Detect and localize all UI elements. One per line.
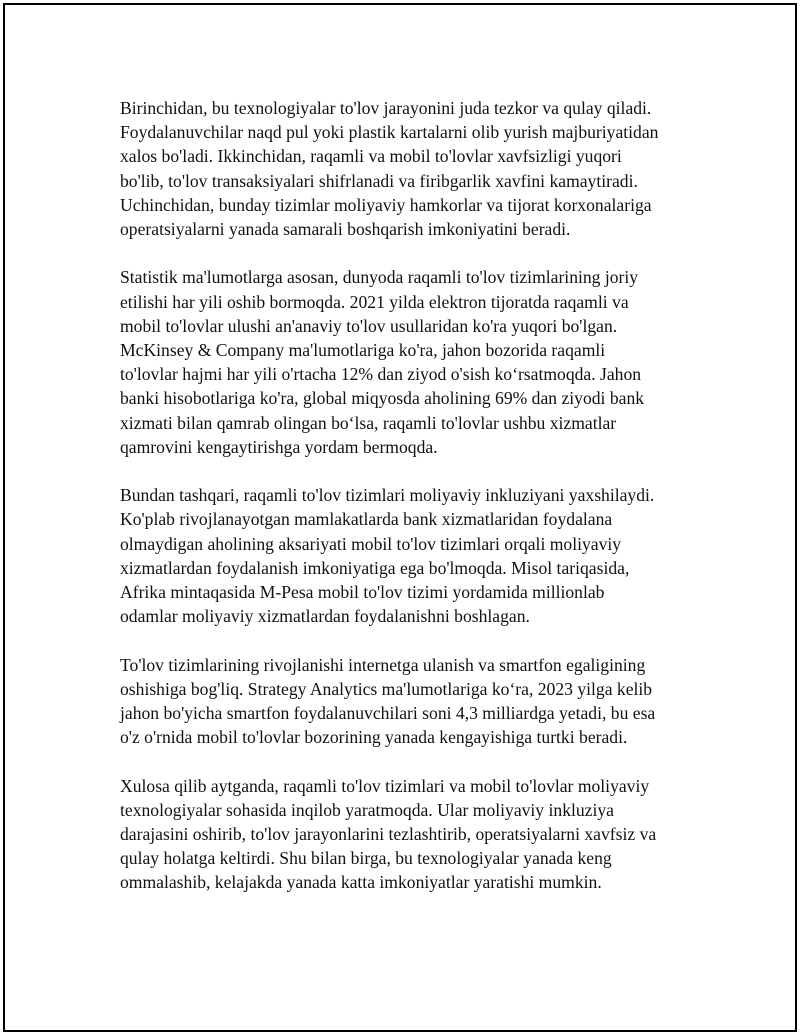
page-frame [3,3,797,1032]
paragraph-benefits: Birinchidan, bu texnologiyalar to'lov jarayonini juda tezkor va qulay qiladi. Foydalanuvchilar naqd pul yoki plastik kartalarni olib yurish majburiyatidan xalos bo'ladi. Ikkinchidan, raqamli va mobil to'lovlar xavfsizligi yuqori bo'lib, to'lov transaksiyalari shifrlanadi va firibgarlik xavfini kamaytiradi. Uchinchidan, bunday tizimlar moliyaviy hamkorlar va tijorat korxonalariga operatsiyalarni yanada samarali boshqarish imkoniyatini beradi. [120,98,659,240]
paragraph-conclusion: Xulosa qilib aytganda, raqamli to'lov tizimlari va mobil to'lovlar moliyaviy texnologiyalar sohasida inqilob yaratmoqda. Ular moliyaviy inkluziya darajasini oshirib, to'lov jarayonlarini tezlashtirib, operatsiyalarni xavfsiz va qulay holatga keltirdi. Shu bilan birga, bu texnologiyalar yanada keng ommalashib, kelajakda yanada katta imkoniyatlar yaratishi mumkin. [120,775,657,893]
paragraph-smartphone-growth: To'lov tizimlarining rivojlanishi internetga ulanish va smartfon egaligining oshishiga bog'liq. Strategy Analytics ma'lumotlariga ko‘ra, 2023 yilga kelib jahon bo'yicha smartfon foydalanuvchilari soni 4,3 milliardga yetadi, bu esa o'z o'rnida mobil to'lovlar bozorining yanada kengayishiga turtki beradi. [120,654,656,748]
paragraph-financial-inclusion: Bundan tashqari, raqamli to'lov tizimlari moliyaviy inkluziyani yaxshilaydi. Ko'plab rivojlanayotgan mamlakatlarda bank xizmatlaridan foydalana olmaydigan aholining aksariyati mobil to'lov tizimlari orqali moliyaviy xizmatlardan foydalanish imkoniyatiga ega bo'lmoqda. Misol tariqasida, Afrika mintaqasida M-Pesa mobil to'lov tizimi yordamida millionlab odamlar moliyaviy xizmatlardan foydalanishni boshlagan. [120,485,655,627]
document-body [120,96,690,919]
paragraph-statistics: Statistik ma'lumotlarga asosan, dunyoda raqamli to'lov tizimlarining joriy etilishi har yili oshib bormoqda. 2021 yilda elektron tijoratda raqamli va mobil to'lovlar ulushi an'anaviy to'lov usullaridan ko'ra yuqori bo'lgan. McKinsey & Company ma'lumotlariga ko'ra, jahon bozorida raqamli to'lovlar hajmi har yili o'rtacha 12% dan ziyod o'sish ko‘rsatmoqda. Jahon banki hisobotlariga ko'ra, global miqyosda aholining 69% dan ziyodi bank xizmati bilan qamrab olingan bo‘lsa, raqamli to'lovlar ushbu xizmatlar qamrovini kengaytirishga yordam bermoqda. [120,267,645,457]
